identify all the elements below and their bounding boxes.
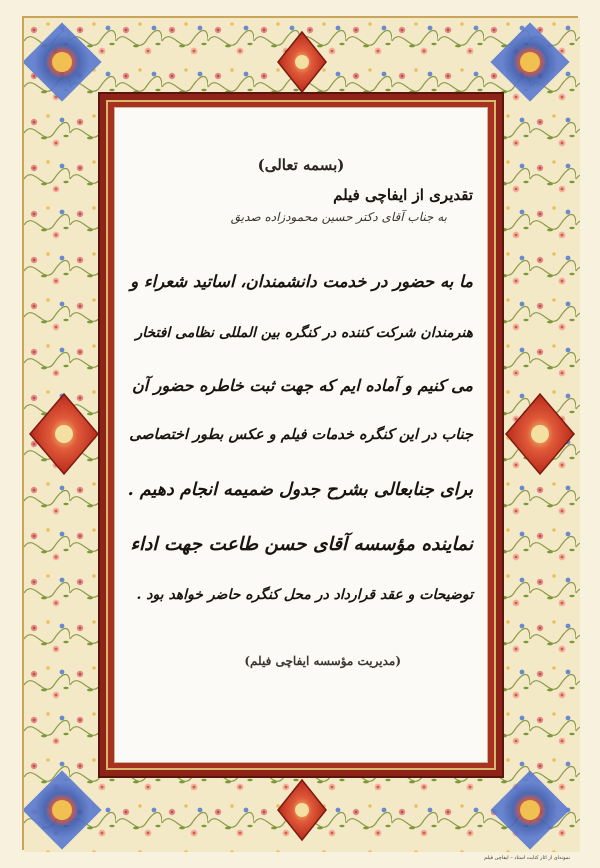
body-line: برای جنابعالی بشرح جدول ضمیمه انجام دهیم .: [127, 480, 473, 500]
body-line: هنرمندان شرکت کننده در کنگره بین المللی نظامی افتخار: [135, 325, 473, 341]
body-line: می کنیم و آماده ایم که جهت ثبت خاطره حضور آن: [131, 376, 473, 395]
addressee-line: به جناب آقای دکتر حسین محمودزاده صدیق: [230, 210, 447, 224]
body-line: جناب در این کنگره خدمات فیلم و عکس بطور اختصاصی: [129, 426, 473, 443]
subject-line: تقدیری از ایفاچی فیلم: [333, 186, 473, 204]
body-line: نماینده مؤسسه آقای حسن طاعت جهت اداء: [130, 534, 473, 555]
invocation-heading: (بسمه تعالی): [257, 156, 345, 174]
body-line: توضیحات و عقد قرارداد در محل کنگره حاضر خواهد بود .: [136, 587, 473, 603]
footer-caption: نمونه‌ای از آثار کتابت استاد – ایفاچی فیلم: [484, 855, 570, 861]
signature-line: (مدیریت مؤسسه ایفاچی فیلم): [244, 654, 401, 668]
body-line: ما به حضور در خدمت دانشمندان، اساتید شعراء و: [130, 272, 473, 291]
calligraphy-panel: [114, 107, 488, 763]
